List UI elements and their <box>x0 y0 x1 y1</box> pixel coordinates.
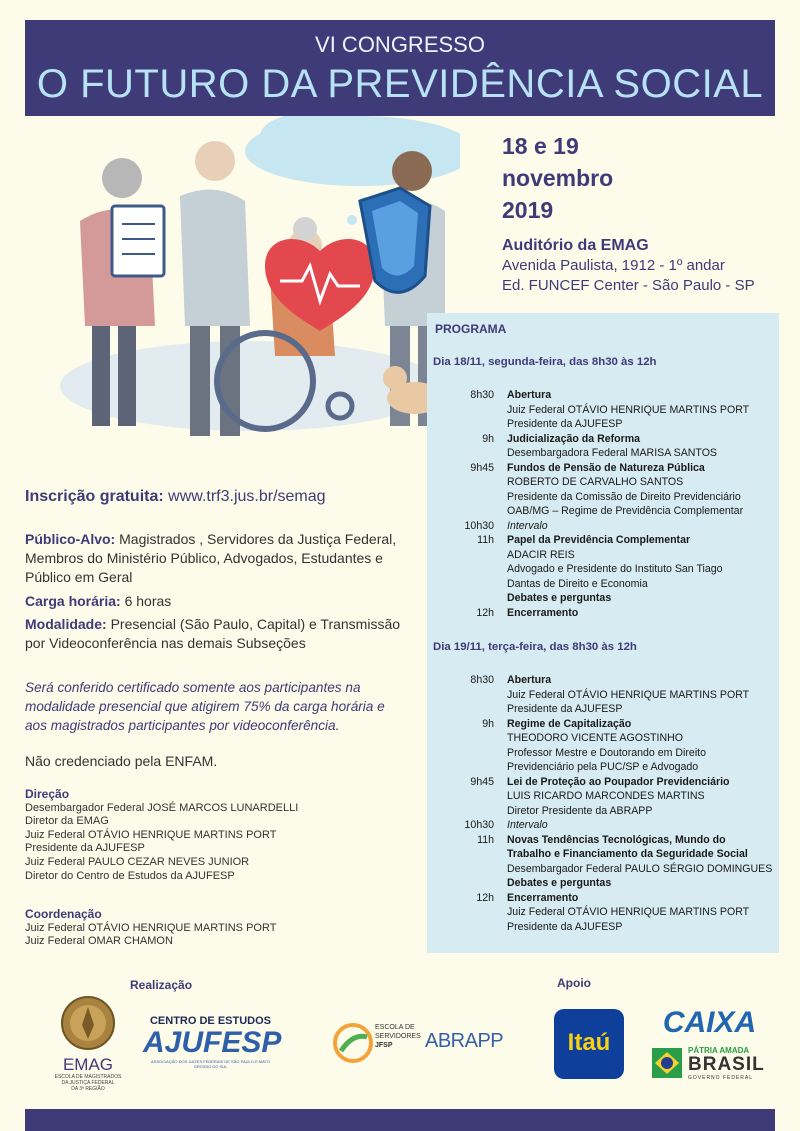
emag-name: EMAG <box>62 1055 114 1074</box>
date-year: 2019 <box>502 197 554 223</box>
program-item-text: Abertura <box>507 674 552 686</box>
program-row <box>427 776 779 791</box>
audience-line3: Público em Geral <box>25 569 133 585</box>
direcao-line: Diretor do Centro de Estudos da AJUFESP <box>25 869 235 882</box>
program-item-text: Encerramento <box>507 606 579 619</box>
brasil-sub: GOVERNO FEDERAL <box>688 1075 754 1081</box>
direction-title: Direção <box>25 787 70 801</box>
program-item-text: Intervalo <box>507 519 548 532</box>
program-row <box>427 476 779 491</box>
footer-bar <box>25 1109 775 1131</box>
program-item-text: Juiz Federal OTÁVIO HENRIQUE MARTINS PORT <box>507 906 750 918</box>
modality-block <box>25 615 425 653</box>
program-item-text: Presidente da AJUFESP <box>507 418 623 430</box>
jfsp-swirl-icon <box>333 1015 373 1071</box>
caixa-logo: CAIXA <box>662 1006 757 1039</box>
program-item-text: Intervalo <box>507 819 548 831</box>
program-row <box>427 418 779 433</box>
program-time: 11h <box>477 833 494 846</box>
registration-line <box>25 488 425 506</box>
program-item-text: Desembargadora Federal MARISA SANTOS <box>507 447 718 459</box>
date-days: 18 e 19 <box>502 133 579 159</box>
audience-line1: Magistrados , Servidores da Justiça Federal, <box>119 531 397 547</box>
registration-label: Inscrição gratuita: <box>25 488 164 505</box>
program-time: 12h <box>476 891 494 904</box>
program-time: 9h45 <box>470 461 494 474</box>
workload-label: Carga horária: <box>25 593 121 609</box>
modality-label: Modalidade: <box>25 616 107 632</box>
program-item-text: ADACIR REIS <box>507 548 575 561</box>
direcao-line: Presidente da AJUFESP <box>25 842 145 855</box>
program-row <box>427 732 779 747</box>
program-time: 9h <box>482 432 494 445</box>
program-item-text: LUIS RICARDO MARCONDES MARTINS <box>507 790 705 802</box>
program-item-text: Papel da Previdência Complementar <box>507 534 691 546</box>
program-time: 11h <box>477 534 494 546</box>
elderly-care-illustration <box>40 116 460 456</box>
emag-sub3: DA 3ª REGIÃO <box>71 1086 105 1092</box>
direcao-line: Desembargador Federal JOSÉ MARCOS LUNARDELLI <box>25 801 299 814</box>
ajufesp-logo <box>143 1015 282 1069</box>
program-row <box>427 563 779 578</box>
audience-block <box>25 530 425 587</box>
program-time: 10h30 <box>464 819 494 831</box>
supporters-label: Apoio <box>557 976 591 990</box>
venue-building: Ed. FUNCEF Center - São Paulo - SP <box>502 277 755 294</box>
emag-sub2: DA JUSTIÇA FEDERAL <box>61 1080 115 1086</box>
program-item-text: Juiz Federal OTÁVIO HENRIQUE MARTINS PORT <box>507 403 750 416</box>
venue-address: Avenida Paulista, 1912 - 1º andar <box>502 257 725 274</box>
program-item-text: THEODORO VICENTE AGOSTINHO <box>507 732 683 744</box>
organizers-label: Realização <box>130 978 193 992</box>
program-item-text: Judicialização da Reforma <box>507 432 641 445</box>
program-time: 8h30 <box>470 389 494 401</box>
program-row <box>427 462 779 477</box>
program-row <box>427 718 779 733</box>
emag-seal-icon <box>60 995 116 1051</box>
program-item-text: Juiz Federal OTÁVIO HENRIQUE MARTINS PORT <box>507 688 750 701</box>
enfam-note: Não credenciado pela ENFAM. <box>25 753 218 769</box>
program-item-text: Presidente da Comissão de Direito Previdenciário <box>507 490 741 503</box>
program-item-text: Professor Mestre e Doutorando em Direito <box>507 746 707 759</box>
workload-block <box>25 592 425 611</box>
itau-name: Itaú <box>567 1029 611 1056</box>
direcao-line: Diretor da EMAG <box>25 815 109 828</box>
program-row <box>427 805 779 820</box>
brasil-logo <box>652 1046 767 1080</box>
event-date <box>502 130 613 226</box>
program-time: 12h <box>476 606 494 619</box>
program-item-text: Debates e perguntas <box>507 592 612 604</box>
header-banner <box>25 20 775 116</box>
program-row <box>427 578 779 593</box>
program-item-text: Dantas de Direito e Economia <box>507 577 648 590</box>
modality-line2: por Videoconferência nas demais Subseções <box>25 635 306 651</box>
program-title: PROGRAMA <box>435 322 507 336</box>
program-row <box>427 674 779 689</box>
program-row <box>427 877 779 892</box>
certificate-note <box>25 678 425 735</box>
day2-heading: Dia 19/11, terça-feira, das 8h30 às 12h <box>433 641 637 653</box>
ajufesp-top: CENTRO DE ESTUDOS <box>149 1015 271 1027</box>
program-row <box>427 433 779 448</box>
program-row <box>427 906 779 921</box>
jfsp-line3: JFSP <box>375 1042 393 1049</box>
coordination-title: Coordenação <box>25 907 102 921</box>
program-row <box>427 389 779 404</box>
program-item-text: ROBERTO DE CARVALHO SANTOS <box>507 476 684 488</box>
program-item-text: Previdenciário pela PUC/SP e Advogado <box>507 761 699 773</box>
program-row <box>427 534 779 549</box>
brasil-name: BRASIL <box>688 1054 765 1075</box>
program-row <box>427 447 779 462</box>
program-row <box>427 863 779 878</box>
jfsp-line1: ESCOLA DE <box>375 1024 415 1031</box>
program-row <box>427 520 779 535</box>
certificate-line2: modalidade presencial que atigirem 75% da carga horária e <box>25 699 385 714</box>
program-item-text: Diretor Presidente da ABRAPP <box>507 804 653 817</box>
brazil-flag-icon <box>652 1048 682 1078</box>
program-item-text: Debates e perguntas <box>507 877 612 889</box>
brasil-top: PÁTRIA AMADA <box>688 1046 750 1055</box>
direction-block <box>25 788 425 883</box>
direcao-line: Juiz Federal OTÁVIO HENRIQUE MARTINS PORT <box>25 828 277 841</box>
event-venue <box>502 236 755 296</box>
program-row <box>427 892 779 907</box>
audience-label: Público-Alvo: <box>25 531 116 547</box>
congress-title: O FUTURO DA PREVIDÊNCIA SOCIAL <box>36 62 764 106</box>
ajufesp-name: AJUFESP <box>143 1026 282 1059</box>
program-time: 9h <box>482 717 494 730</box>
registration-link[interactable]: www.trf3.jus.br/semag <box>168 488 326 505</box>
direcao-line: Juiz Federal PAULO CEZAR NEVES JUNIOR <box>25 855 250 868</box>
program-time: 10h30 <box>464 519 494 532</box>
program-item-text: Advogado e Presidente do Instituto San Tiago <box>507 563 723 575</box>
day1-heading: Dia 18/11, segunda-feira, das 8h30 às 12h <box>433 356 657 368</box>
program-item-text: Presidente da AJUFESP <box>507 703 623 715</box>
ajufesp-sub: ASSOCIAÇÃO DOS JUÍZES FEDERAIS DE SÃO PAULO E MATO GROSSO DO SUL <box>151 1059 270 1069</box>
program-item-text: Abertura <box>507 389 552 401</box>
program-time: 9h45 <box>470 775 494 788</box>
program-time: 8h30 <box>470 674 494 686</box>
program-row <box>427 607 779 622</box>
jfsp-logo <box>333 1015 421 1075</box>
program-row <box>427 921 779 936</box>
program-row <box>427 747 779 762</box>
program-row <box>427 491 779 506</box>
program-row <box>427 592 779 607</box>
program-row <box>427 505 779 520</box>
program-row <box>427 790 779 805</box>
itau-logo <box>554 1009 624 1079</box>
coordenacao-line: Juiz Federal OTÁVIO HENRIQUE MARTINS PORT <box>25 921 277 934</box>
program-row <box>427 761 779 776</box>
date-month: novembro <box>502 165 614 191</box>
program-row <box>427 404 779 419</box>
jfsp-line2: SERVIDORES <box>375 1033 421 1040</box>
jfsp-text <box>375 1023 421 1050</box>
modality-line1: Presencial (São Paulo, Capital) e Transmissão <box>110 616 401 632</box>
certificate-line3: aos magistrados participantes por videoconferência. <box>25 718 340 733</box>
program-panel <box>427 313 779 953</box>
certificate-line1: Será conferido certificado somente aos participantes na <box>25 680 361 695</box>
program-row <box>427 819 779 834</box>
program-item-text: Novas Tendências Tecnológicas, Mundo do <box>507 833 726 846</box>
program-item-text: Fundos de Pensão de Natureza Pública <box>507 461 705 474</box>
program-item-text: Desembargador Federal PAULO SÉRGIO DOMINGUES <box>507 862 773 875</box>
workload-value: 6 horas <box>124 593 172 609</box>
program-row <box>427 703 779 718</box>
abrapp-logo: ABRAPP <box>425 1030 504 1052</box>
program-item-text: Encerramento <box>507 891 579 904</box>
coordination-block <box>25 908 425 949</box>
venue-title: Auditório da EMAG <box>502 237 649 254</box>
program-item-text: Regime de Capitalização <box>507 717 632 730</box>
program-item-text: Trabalho e Financiamento da Seguridade Social <box>507 848 748 860</box>
audience-line2: Membros do Ministério Público, Advogados, Estudantes e <box>25 550 383 566</box>
emag-sub1: ESCOLA DE MAGISTRADOS <box>54 1074 122 1080</box>
program-item-text: Presidente da AJUFESP <box>507 920 623 933</box>
coordenacao-line: Juiz Federal OMAR CHAMON <box>25 935 173 948</box>
program-item-text: OAB/MG – Regime de Previdência Complementar <box>507 505 744 517</box>
program-row <box>427 834 779 849</box>
congress-subtitle: VI CONGRESSO <box>315 32 485 57</box>
program-item-text: Lei de Proteção ao Poupador Previdenciário <box>507 775 730 788</box>
program-row <box>427 549 779 564</box>
program-row <box>427 689 779 704</box>
emag-logo <box>48 995 128 1100</box>
program-row <box>427 848 779 863</box>
